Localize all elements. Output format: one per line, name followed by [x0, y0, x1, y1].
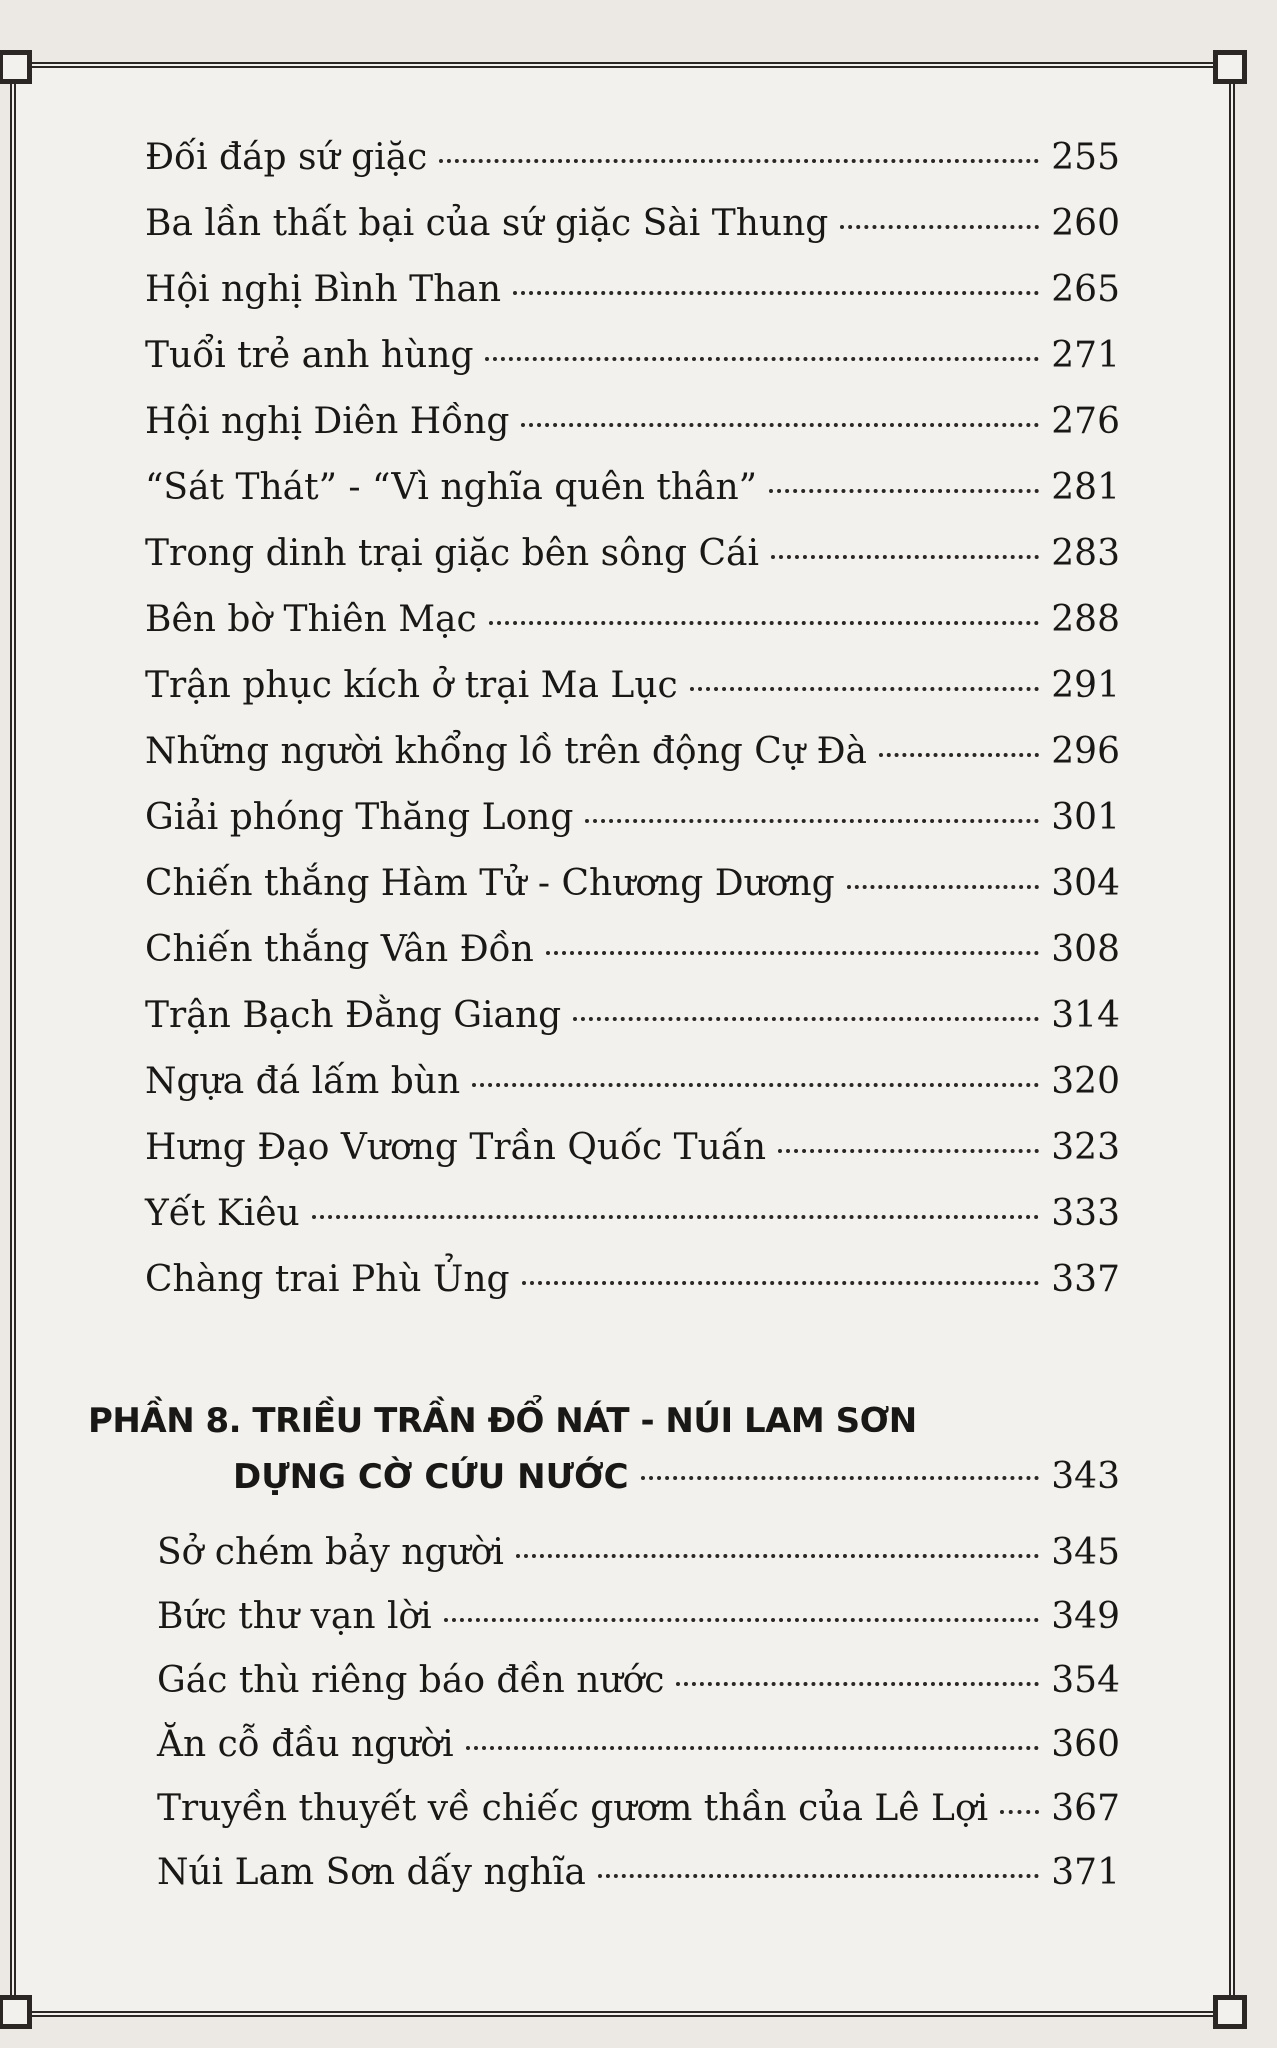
toc-entry-title: Chiến thắng Vân Đồn	[145, 929, 534, 970]
toc-entry-page: 281	[1051, 467, 1120, 508]
dot-leader	[472, 1083, 1039, 1087]
toc-entry-page: 354	[1051, 1660, 1120, 1701]
dot-leader	[771, 555, 1039, 559]
toc-entry-title: Chàng trai Phù Ủng	[145, 1259, 510, 1300]
toc-entry-page: 367	[1051, 1788, 1120, 1829]
toc-entry-page: 296	[1051, 731, 1120, 772]
dot-leader	[641, 1476, 1040, 1480]
toc-entry-title: Tuổi trẻ anh hùng	[145, 335, 474, 376]
dot-leader	[879, 753, 1039, 757]
toc-entry-page: 260	[1051, 203, 1120, 244]
dot-leader	[598, 1874, 1039, 1878]
toc-entry	[157, 1596, 1120, 1663]
toc-entry-title: Hưng Đạo Vương Trần Quốc Tuấn	[145, 1127, 767, 1168]
dot-leader	[847, 885, 1040, 889]
toc-entry-title: “Sát Thát” - “Vì nghĩa quên thân”	[145, 467, 758, 508]
toc-entry-title: Yết Kiêu	[145, 1193, 300, 1234]
toc-entry	[145, 335, 1120, 404]
toc-entry	[157, 1532, 1120, 1599]
toc-entry	[145, 731, 1120, 800]
dot-leader	[489, 621, 1040, 625]
frame-corner-ornament	[1213, 1995, 1247, 2029]
toc-entry-title: Ngựa đá lấm bùn	[145, 1061, 461, 1102]
toc-entry	[157, 1852, 1120, 1919]
dot-leader	[485, 357, 1039, 361]
toc-entry-page: 283	[1051, 533, 1120, 574]
toc-entry-title: Trong dinh trại giặc bên sông Cái	[145, 533, 759, 574]
toc-entry	[145, 1127, 1120, 1196]
toc-entry-page: 304	[1051, 863, 1120, 904]
toc-entry	[145, 467, 1120, 536]
toc-entry-page: 271	[1051, 335, 1120, 376]
toc-entry	[145, 137, 1120, 206]
toc-entry-title: Gác thù riêng báo đền nước	[157, 1660, 665, 1701]
toc-entry-page: 265	[1051, 269, 1120, 310]
toc-entry-page: 323	[1051, 1127, 1120, 1168]
dot-leader	[444, 1618, 1040, 1622]
toc-entry-page: 276	[1051, 401, 1120, 442]
toc-entry	[145, 797, 1120, 866]
frame-corner-ornament	[0, 50, 32, 84]
part-heading	[88, 1393, 1120, 1505]
toc-entry-title: Những người khổng lồ trên động Cự Đà	[145, 731, 867, 772]
toc-entry-title: Trận phục kích ở trại Ma Lục	[145, 665, 678, 706]
toc-entry	[145, 401, 1120, 470]
toc-entry	[145, 1259, 1120, 1328]
toc-entry-page: 291	[1051, 665, 1120, 706]
toc-entry	[157, 1724, 1120, 1791]
toc-entry-page: 371	[1051, 1852, 1120, 1893]
toc-entry-page: 255	[1051, 137, 1120, 178]
toc-entry	[145, 995, 1120, 1064]
dot-leader	[312, 1215, 1040, 1219]
table-of-contents	[145, 137, 1120, 1328]
toc-entry-title: Hội nghị Bình Than	[145, 269, 502, 310]
toc-entry	[145, 863, 1120, 932]
toc-entry	[145, 269, 1120, 338]
toc-entry-page: 308	[1051, 929, 1120, 970]
toc-entry-title: Trận Bạch Đằng Giang	[145, 995, 562, 1036]
dot-leader	[546, 951, 1039, 955]
dot-leader	[1000, 1810, 1039, 1814]
toc-entry	[145, 203, 1120, 272]
toc-entry-title: Chiến thắng Hàm Tử - Chương Dương	[145, 863, 835, 904]
dot-leader	[778, 1149, 1039, 1153]
dot-leader	[513, 291, 1039, 295]
dot-leader	[466, 1746, 1040, 1750]
toc-entry-page: 345	[1051, 1532, 1120, 1573]
toc-entry-title: Hội nghị Diên Hồng	[145, 401, 510, 442]
toc-entry-page: 314	[1051, 995, 1120, 1036]
dot-leader	[521, 423, 1039, 427]
dot-leader	[690, 687, 1040, 691]
toc-entry-title: Bức thư vạn lời	[157, 1596, 432, 1637]
dot-leader	[573, 1017, 1039, 1021]
toc-entry	[145, 1061, 1120, 1130]
dot-leader	[769, 489, 1039, 493]
part-title-continuation: DỰNG CỜ CỨU NƯỚC	[233, 1457, 629, 1497]
toc-entry	[157, 1788, 1120, 1855]
toc-entry-page: 337	[1051, 1259, 1120, 1300]
toc-entry-title: Sở chém bảy người	[157, 1532, 504, 1573]
toc-entry	[145, 599, 1120, 668]
toc-entry-title: Truyền thuyết về chiếc gươm thần của Lê Lợi	[157, 1788, 989, 1829]
table-of-contents-part8	[157, 1532, 1120, 1919]
dot-leader	[439, 159, 1039, 163]
part-page: 343	[1051, 1456, 1120, 1497]
toc-entry-title: Ăn cỗ đầu người	[157, 1724, 454, 1765]
dot-leader	[516, 1554, 1039, 1558]
toc-entry-page: 360	[1051, 1724, 1120, 1765]
toc-entry-title: Núi Lam Sơn dấy nghĩa	[157, 1852, 586, 1893]
toc-entry-page: 288	[1051, 599, 1120, 640]
toc-entry-page: 301	[1051, 797, 1120, 838]
toc-entry-page: 320	[1051, 1061, 1120, 1102]
toc-entry	[145, 533, 1120, 602]
toc-entry	[145, 1193, 1120, 1262]
dot-leader	[585, 819, 1039, 823]
toc-entry-title: Ba lần thất bại của sứ giặc Sài Thung	[145, 203, 829, 244]
frame-corner-ornament	[0, 1995, 32, 2029]
toc-entry-title: Bên bờ Thiên Mạc	[145, 599, 477, 640]
part-title-line1: PHẦN 8. TRIỀU TRẦN ĐỔ NÁT - NÚI LAM SƠN	[88, 1401, 917, 1441]
toc-entry-title: Đối đáp sứ giặc	[145, 137, 428, 178]
toc-entry	[157, 1660, 1120, 1727]
toc-entry-page: 333	[1051, 1193, 1120, 1234]
dot-leader	[676, 1682, 1039, 1686]
toc-entry-page: 349	[1051, 1596, 1120, 1637]
toc-entry	[145, 665, 1120, 734]
frame-corner-ornament	[1213, 50, 1247, 84]
toc-entry	[145, 929, 1120, 998]
dot-leader	[840, 225, 1039, 229]
dot-leader	[522, 1281, 1040, 1285]
part-title-line2	[88, 1449, 1120, 1505]
toc-entry-title: Giải phóng Thăng Long	[145, 797, 574, 838]
